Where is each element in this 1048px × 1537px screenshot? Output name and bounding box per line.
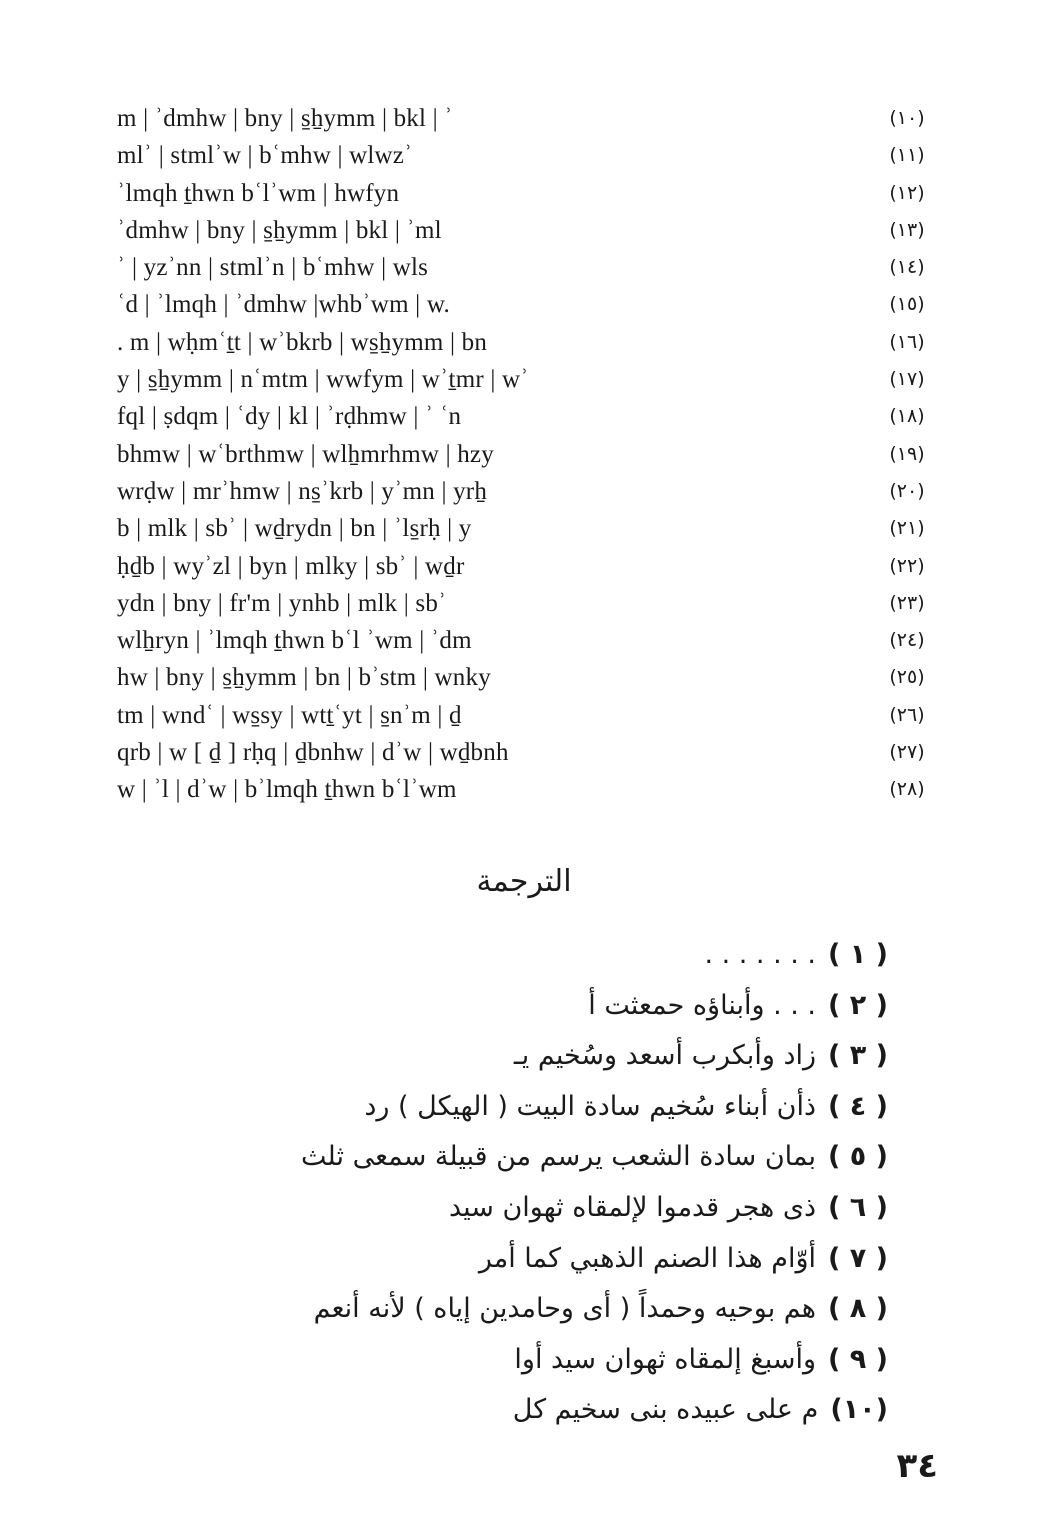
translation-text: أوّام هذا الصنم الذهبي كما أمر [478, 1242, 817, 1274]
transliteration-text: hw | bny | s̱ẖymm | bn | bʾstm | wnky [117, 664, 491, 692]
transliteration-line [0, 734, 1048, 771]
line-number: ( ٥ ) [828, 1141, 888, 1173]
transliteration-line [0, 361, 1048, 398]
translation-text: هم بوحيه وحمداً ( أى وحامدين إياه ) لأنه أنعم [313, 1293, 817, 1325]
line-number: (٢١) [889, 517, 925, 540]
translation-line [128, 1132, 888, 1183]
line-number: ( ٧ ) [828, 1242, 888, 1274]
translation-line [128, 1031, 888, 1082]
translation-line [128, 1335, 888, 1386]
transliteration-line [0, 659, 1048, 696]
translation-text: م على عبيده بنى سخيم كل [512, 1394, 819, 1426]
line-number: (٢٣) [889, 591, 925, 614]
transliteration-line [0, 771, 1048, 808]
transliteration-text: tm | wndʿ | ws̱sy | wtṯʿyt | s̱nʾm | ḏ [117, 701, 462, 729]
translation-block [128, 930, 888, 1436]
translation-line [128, 1234, 888, 1285]
transliteration-block [0, 100, 1048, 809]
transliteration-text: ydn | bny | fr'm | ynhb | mlk | sbʾ [117, 589, 447, 617]
transliteration-text: b | mlk | sbʾ | wḏrydn | bn | ʾls̱rḥ | y [117, 515, 472, 543]
transliteration-text: . m | wḥmʿṯt | wʾbkrb | ws̱ẖymm | bn [117, 328, 488, 356]
line-number: (١٧) [889, 368, 925, 391]
transliteration-text: fql | ṣdqm | ʿdy | kl | ʾrḍhmw | ʾ ʿn [117, 403, 462, 431]
line-number: (١٨) [889, 405, 925, 428]
transliteration-line [0, 510, 1048, 547]
transliteration-text: ʾlmqh ṯhwn bʿlʾwm | hwfyn [117, 179, 400, 207]
translation-line [128, 1284, 888, 1335]
transliteration-line [0, 100, 1048, 137]
transliteration-text: ʾ | yzʾnn | stmlʾn | bʿmhw | wls [117, 254, 429, 282]
line-number: (٢٤) [889, 629, 925, 652]
line-number: (١٩) [889, 442, 925, 465]
translation-line [128, 1385, 888, 1436]
transliteration-line [0, 249, 1048, 286]
transliteration-line [0, 324, 1048, 361]
transliteration-line [0, 212, 1048, 249]
translation-text: . . . وأبناؤه حمعثت أ [588, 989, 817, 1021]
transliteration-text: ḥḏb | wyʾzl | byn | mlky | sbʾ | wḏr [117, 552, 465, 580]
translation-text: ذى هجر قدموا لإلمقاه ثهوان سيد [448, 1191, 817, 1223]
line-number: (١٥) [889, 293, 925, 316]
transliteration-text: mlʾ | stmlʾw | bʿmhw | wlwzʾ [117, 142, 413, 170]
transliteration-line [0, 622, 1048, 659]
transliteration-text: wrḍw | mrʾhmw | ns̱ʾkrb | yʾmn | yrẖ [117, 477, 488, 505]
translation-text: زاد وأبكرب أسعد وسُخيم يـ [513, 1040, 817, 1072]
line-number: (٢٠) [889, 479, 925, 502]
line-number: (٢٧) [889, 741, 925, 764]
line-number: (٢٨) [889, 778, 925, 801]
line-number: (١٢) [889, 181, 925, 204]
line-number: (١٠) [889, 107, 925, 129]
line-number: ( ٦ ) [828, 1191, 888, 1223]
transliteration-line [0, 548, 1048, 585]
transliteration-line [0, 697, 1048, 734]
transliteration-text: wlẖryn | ʾlmqh ṯhwn bʿl ʾwm | ʾdm [117, 627, 472, 655]
transliteration-text: y | s̱ẖymm | nʿmtm | wwfym | wʾṯmr | wʾ [117, 366, 529, 394]
transliteration-line [0, 436, 1048, 473]
line-number: (٢٦) [889, 703, 925, 726]
transliteration-text: qrb | w [ ḏ ] rḥq | ḏbnhw | dʾw | wḏbnh [117, 739, 509, 767]
line-number: (٢٥) [889, 666, 925, 689]
line-number: ( ٢ ) [828, 989, 888, 1021]
transliteration-text: ʿd | ʾlmqh | ʾdmhw |whbʾwm | w. [117, 291, 450, 319]
line-number: (١٠) [830, 1394, 888, 1426]
transliteration-text: m | ʾdmhw | bny | s̱ẖymm | bkl | ʾ [117, 105, 453, 132]
transliteration-text: bhmw | wʿbrthmw | wlẖmrhmw | hzy [117, 440, 494, 468]
line-number: ( ٣ ) [828, 1040, 888, 1072]
line-number: ( ٩ ) [828, 1343, 888, 1375]
translation-text: ذأن أبناء سُخيم سادة البيت ( الهيكل ) رد [364, 1090, 817, 1122]
line-number: (٢٢) [889, 554, 925, 577]
translation-heading: الترجمة [476, 864, 572, 899]
line-number: (١١) [889, 144, 925, 167]
transliteration-line [0, 175, 1048, 212]
line-number: ( ٨ ) [828, 1293, 888, 1325]
line-number: ( ١ ) [828, 939, 888, 970]
transliteration-line [0, 585, 1048, 622]
line-number: (١٣) [889, 218, 925, 241]
line-number: (١٦) [889, 330, 925, 353]
transliteration-line [0, 398, 1048, 435]
line-number: (١٤) [889, 256, 925, 279]
page-number: ٣٤ [896, 1446, 938, 1486]
transliteration-line [0, 137, 1048, 174]
translation-line [128, 1183, 888, 1234]
translation-text: . . . . . . . [704, 939, 817, 970]
translation-text: وأسبغ إلمقاه ثهوان سيد أوا [514, 1343, 817, 1375]
translation-line [128, 981, 888, 1032]
line-number: ( ٤ ) [828, 1090, 888, 1122]
transliteration-text: ʾdmhw | bny | s̱ẖymm | bkl | ʾml [117, 216, 442, 244]
transliteration-text: w | ʾl | dʾw | bʾlmqh ṯhwn bʿlʾwm [117, 776, 457, 804]
translation-line [128, 930, 888, 981]
transliteration-line [0, 286, 1048, 323]
translation-line [128, 1082, 888, 1133]
translation-text: بمان سادة الشعب يرسم من قبيلة سمعى ثلث [301, 1141, 817, 1173]
transliteration-line [0, 473, 1048, 510]
